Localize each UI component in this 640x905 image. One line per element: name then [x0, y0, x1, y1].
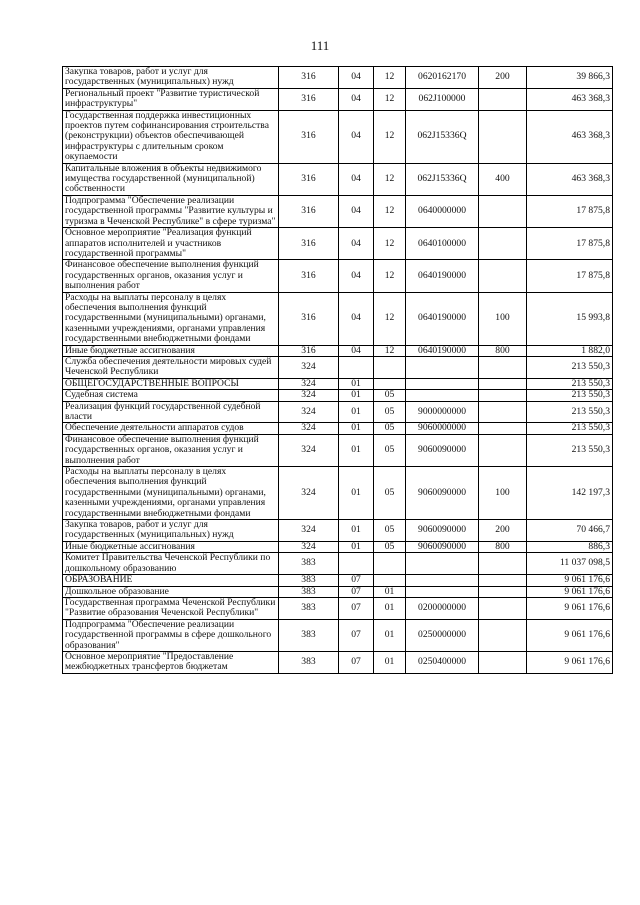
cell-amount: 1 882,0	[527, 345, 613, 356]
cell-expense-type	[479, 390, 527, 401]
cell-ved-code: 324	[279, 378, 339, 389]
table-row	[63, 390, 613, 401]
cell-ved-code: 316	[279, 195, 339, 227]
cell-target-article	[406, 553, 479, 575]
cell-section-code: 07	[339, 575, 374, 586]
cell-subsection-code	[374, 356, 406, 378]
cell-subsection-code: 05	[374, 390, 406, 401]
cell-expense-type	[479, 88, 527, 110]
cell-subsection-code: 12	[374, 67, 406, 89]
cell-subsection-code: 05	[374, 401, 406, 423]
cell-target-article: 0640100000	[406, 228, 479, 260]
cell-ved-code: 383	[279, 575, 339, 586]
cell-amount: 70 466,7	[527, 520, 613, 542]
cell-subsection-code: 05	[374, 434, 406, 466]
cell-name: Дошкольное образование	[63, 586, 279, 597]
cell-subsection-code	[374, 378, 406, 389]
cell-section-code: 04	[339, 228, 374, 260]
cell-ved-code: 316	[279, 228, 339, 260]
cell-subsection-code: 12	[374, 292, 406, 345]
cell-name: Иные бюджетные ассигнования	[63, 345, 279, 356]
cell-subsection-code: 01	[374, 586, 406, 597]
cell-name: Комитет Правительства Чеченской Республики по дошкольному образованию	[63, 553, 279, 575]
cell-expense-type	[479, 553, 527, 575]
cell-ved-code: 383	[279, 651, 339, 673]
cell-amount: 142 197,3	[527, 467, 613, 520]
cell-amount: 213 550,3	[527, 390, 613, 401]
cell-section-code: 04	[339, 195, 374, 227]
table-row	[63, 67, 613, 89]
cell-ved-code: 316	[279, 345, 339, 356]
cell-target-article	[406, 356, 479, 378]
page-number: 111	[310, 38, 330, 53]
cell-section-code: 07	[339, 651, 374, 673]
table-row	[63, 345, 613, 356]
cell-section-code: 01	[339, 541, 374, 552]
table-row	[63, 586, 613, 597]
cell-name: Капитальные вложения в объекты недвижимого имущества государственной (муниципальной) собственности	[63, 163, 279, 195]
table-row	[63, 553, 613, 575]
cell-ved-code: 324	[279, 541, 339, 552]
cell-subsection-code: 12	[374, 88, 406, 110]
cell-target-article: 0640190000	[406, 292, 479, 345]
cell-ved-code: 383	[279, 586, 339, 597]
cell-expense-type	[479, 260, 527, 292]
cell-ved-code: 324	[279, 356, 339, 378]
table-row	[63, 378, 613, 389]
cell-target-article	[406, 575, 479, 586]
cell-ved-code: 316	[279, 163, 339, 195]
cell-section-code: 04	[339, 67, 374, 89]
cell-subsection-code: 12	[374, 110, 406, 163]
cell-target-article: 0250000000	[406, 619, 479, 651]
cell-target-article: 9060090000	[406, 520, 479, 542]
cell-expense-type: 400	[479, 163, 527, 195]
cell-expense-type	[479, 597, 527, 619]
cell-section-code: 01	[339, 423, 374, 434]
cell-ved-code: 324	[279, 520, 339, 542]
cell-name: Основное мероприятие "Предоставление межбюджетных трансфертов бюджетам	[63, 651, 279, 673]
cell-subsection-code: 05	[374, 423, 406, 434]
cell-ved-code: 324	[279, 467, 339, 520]
table-row	[63, 434, 613, 466]
cell-section-code: 01	[339, 390, 374, 401]
cell-name: Иные бюджетные ассигнования	[63, 541, 279, 552]
table-row	[63, 597, 613, 619]
cell-section-code: 04	[339, 345, 374, 356]
cell-expense-type	[479, 586, 527, 597]
cell-section-code: 01	[339, 434, 374, 466]
cell-section-code: 04	[339, 260, 374, 292]
cell-section-code	[339, 553, 374, 575]
cell-amount: 39 866,3	[527, 67, 613, 89]
cell-ved-code: 316	[279, 292, 339, 345]
cell-section-code: 04	[339, 110, 374, 163]
table-row	[63, 195, 613, 227]
cell-subsection-code: 12	[374, 163, 406, 195]
table-row	[63, 228, 613, 260]
cell-target-article: 0620162170	[406, 67, 479, 89]
cell-expense-type: 800	[479, 541, 527, 552]
cell-name: Основное мероприятие "Реализация функций аппаратов исполнителей и участников государственной программы"	[63, 228, 279, 260]
cell-expense-type	[479, 356, 527, 378]
cell-subsection-code	[374, 575, 406, 586]
cell-target-article: 9060090000	[406, 434, 479, 466]
cell-subsection-code: 01	[374, 597, 406, 619]
cell-target-article	[406, 390, 479, 401]
cell-expense-type	[479, 423, 527, 434]
cell-amount: 213 550,3	[527, 423, 613, 434]
cell-section-code: 07	[339, 597, 374, 619]
cell-amount: 9 061 176,6	[527, 575, 613, 586]
cell-ved-code: 383	[279, 597, 339, 619]
cell-ved-code: 316	[279, 110, 339, 163]
table-row	[63, 619, 613, 651]
cell-target-article: 062J15336Q	[406, 110, 479, 163]
cell-name: Государственная поддержка инвестиционных проектов путем софинансирования строительства (реконструкции) объектов обеспечивающей инфраструктуры с длительным сроком окупаемости	[63, 110, 279, 163]
cell-ved-code: 324	[279, 401, 339, 423]
cell-section-code	[339, 356, 374, 378]
cell-name: Обеспечение деятельности аппаратов судов	[63, 423, 279, 434]
table-row	[63, 467, 613, 520]
cell-ved-code: 324	[279, 434, 339, 466]
table-row	[63, 260, 613, 292]
cell-target-article: 0200000000	[406, 597, 479, 619]
cell-expense-type: 800	[479, 345, 527, 356]
cell-amount: 9 061 176,6	[527, 597, 613, 619]
table-row	[63, 401, 613, 423]
cell-target-article: 0640190000	[406, 260, 479, 292]
cell-name: Подпрограмма "Обеспечение реализации государственной программы в сфере дошкольного образования"	[63, 619, 279, 651]
cell-amount: 17 875,8	[527, 228, 613, 260]
cell-target-article: 9000000000	[406, 401, 479, 423]
table-row	[63, 356, 613, 378]
cell-expense-type	[479, 228, 527, 260]
cell-section-code: 07	[339, 586, 374, 597]
cell-amount: 463 368,3	[527, 110, 613, 163]
cell-ved-code: 324	[279, 423, 339, 434]
cell-target-article: 0640190000	[406, 345, 479, 356]
cell-subsection-code: 05	[374, 520, 406, 542]
cell-amount: 463 368,3	[527, 88, 613, 110]
cell-ved-code: 324	[279, 390, 339, 401]
cell-section-code: 01	[339, 520, 374, 542]
cell-amount: 213 550,3	[527, 434, 613, 466]
cell-target-article: 0640000000	[406, 195, 479, 227]
cell-name: Государственная программа Чеченской Республики "Развитие образования Чеченской Республики"	[63, 597, 279, 619]
cell-expense-type	[479, 651, 527, 673]
cell-amount: 15 993,8	[527, 292, 613, 345]
cell-amount: 9 061 176,6	[527, 586, 613, 597]
cell-amount: 213 550,3	[527, 401, 613, 423]
cell-amount: 886,3	[527, 541, 613, 552]
cell-target-article: 9060090000	[406, 541, 479, 552]
cell-subsection-code: 12	[374, 260, 406, 292]
cell-amount: 17 875,8	[527, 195, 613, 227]
cell-amount: 11 037 098,5	[527, 553, 613, 575]
table-row	[63, 292, 613, 345]
cell-expense-type	[479, 110, 527, 163]
table-row	[63, 651, 613, 673]
cell-section-code: 01	[339, 378, 374, 389]
cell-name: Закупка товаров, работ и услуг для государственных (муниципальных) нужд	[63, 67, 279, 89]
cell-section-code: 07	[339, 619, 374, 651]
cell-name: Подпрограмма "Обеспечение реализации государственной программы "Развитие культуры и туризма в Чеченской Республике" в сфере туризма"	[63, 195, 279, 227]
cell-ved-code: 316	[279, 67, 339, 89]
cell-amount: 213 550,3	[527, 356, 613, 378]
cell-expense-type: 200	[479, 520, 527, 542]
cell-section-code: 01	[339, 467, 374, 520]
cell-subsection-code: 01	[374, 651, 406, 673]
cell-expense-type: 200	[479, 67, 527, 89]
table-row	[63, 520, 613, 542]
cell-name: Финансовое обеспечение выполнения функций государственных органов, оказания услуг и выполнения работ	[63, 260, 279, 292]
cell-amount: 213 550,3	[527, 378, 613, 389]
cell-name: Расходы на выплаты персоналу в целях обеспечения выполнения функций государственными (муниципальными) органами, казенными учреждениями, органами управления государственными внебюджетными фондами	[63, 467, 279, 520]
cell-amount: 9 061 176,6	[527, 619, 613, 651]
cell-subsection-code: 05	[374, 467, 406, 520]
cell-ved-code: 383	[279, 553, 339, 575]
cell-amount: 17 875,8	[527, 260, 613, 292]
cell-name: ОБЩЕГОСУДАРСТВЕННЫЕ ВОПРОСЫ	[63, 378, 279, 389]
cell-amount: 9 061 176,6	[527, 651, 613, 673]
cell-amount: 463 368,3	[527, 163, 613, 195]
cell-name: Расходы на выплаты персоналу в целях обеспечения выполнения функций государственными (муниципальными) органами, казенными учреждениями, органами управления государственными внебюджетными фондами	[63, 292, 279, 345]
cell-section-code: 04	[339, 88, 374, 110]
cell-subsection-code	[374, 553, 406, 575]
cell-section-code: 04	[339, 292, 374, 345]
cell-name: Региональный проект "Развитие туристической инфраструктуры"	[63, 88, 279, 110]
cell-ved-code: 383	[279, 619, 339, 651]
cell-target-article: 062J15336Q	[406, 163, 479, 195]
cell-subsection-code: 01	[374, 619, 406, 651]
cell-subsection-code: 12	[374, 345, 406, 356]
cell-subsection-code: 12	[374, 228, 406, 260]
cell-subsection-code: 05	[374, 541, 406, 552]
cell-target-article	[406, 378, 479, 389]
table-row	[63, 541, 613, 552]
table-row	[63, 88, 613, 110]
cell-name: Финансовое обеспечение выполнения функций государственных органов, оказания услуг и выполнения работ	[63, 434, 279, 466]
cell-section-code: 01	[339, 401, 374, 423]
cell-name: Реализация функций государственной судебной власти	[63, 401, 279, 423]
cell-ved-code: 316	[279, 260, 339, 292]
cell-expense-type	[479, 195, 527, 227]
cell-expense-type	[479, 575, 527, 586]
budget-table	[62, 66, 613, 674]
cell-target-article: 062J100000	[406, 88, 479, 110]
cell-ved-code: 316	[279, 88, 339, 110]
cell-name: Служба обеспечения деятельности мировых судей Чеченской Республики	[63, 356, 279, 378]
cell-target-article: 0250400000	[406, 651, 479, 673]
cell-section-code: 04	[339, 163, 374, 195]
cell-name: Судебная система	[63, 390, 279, 401]
cell-target-article: 9060000000	[406, 423, 479, 434]
table-row	[63, 575, 613, 586]
cell-subsection-code: 12	[374, 195, 406, 227]
table-row	[63, 110, 613, 163]
cell-expense-type	[479, 378, 527, 389]
cell-expense-type	[479, 434, 527, 466]
table-row	[63, 423, 613, 434]
cell-expense-type	[479, 401, 527, 423]
cell-target-article: 9060090000	[406, 467, 479, 520]
cell-expense-type: 100	[479, 292, 527, 345]
cell-name: ОБРАЗОВАНИЕ	[63, 575, 279, 586]
cell-expense-type	[479, 619, 527, 651]
cell-expense-type: 100	[479, 467, 527, 520]
cell-target-article	[406, 586, 479, 597]
cell-name: Закупка товаров, работ и услуг для государственных (муниципальных) нужд	[63, 520, 279, 542]
table-row	[63, 163, 613, 195]
